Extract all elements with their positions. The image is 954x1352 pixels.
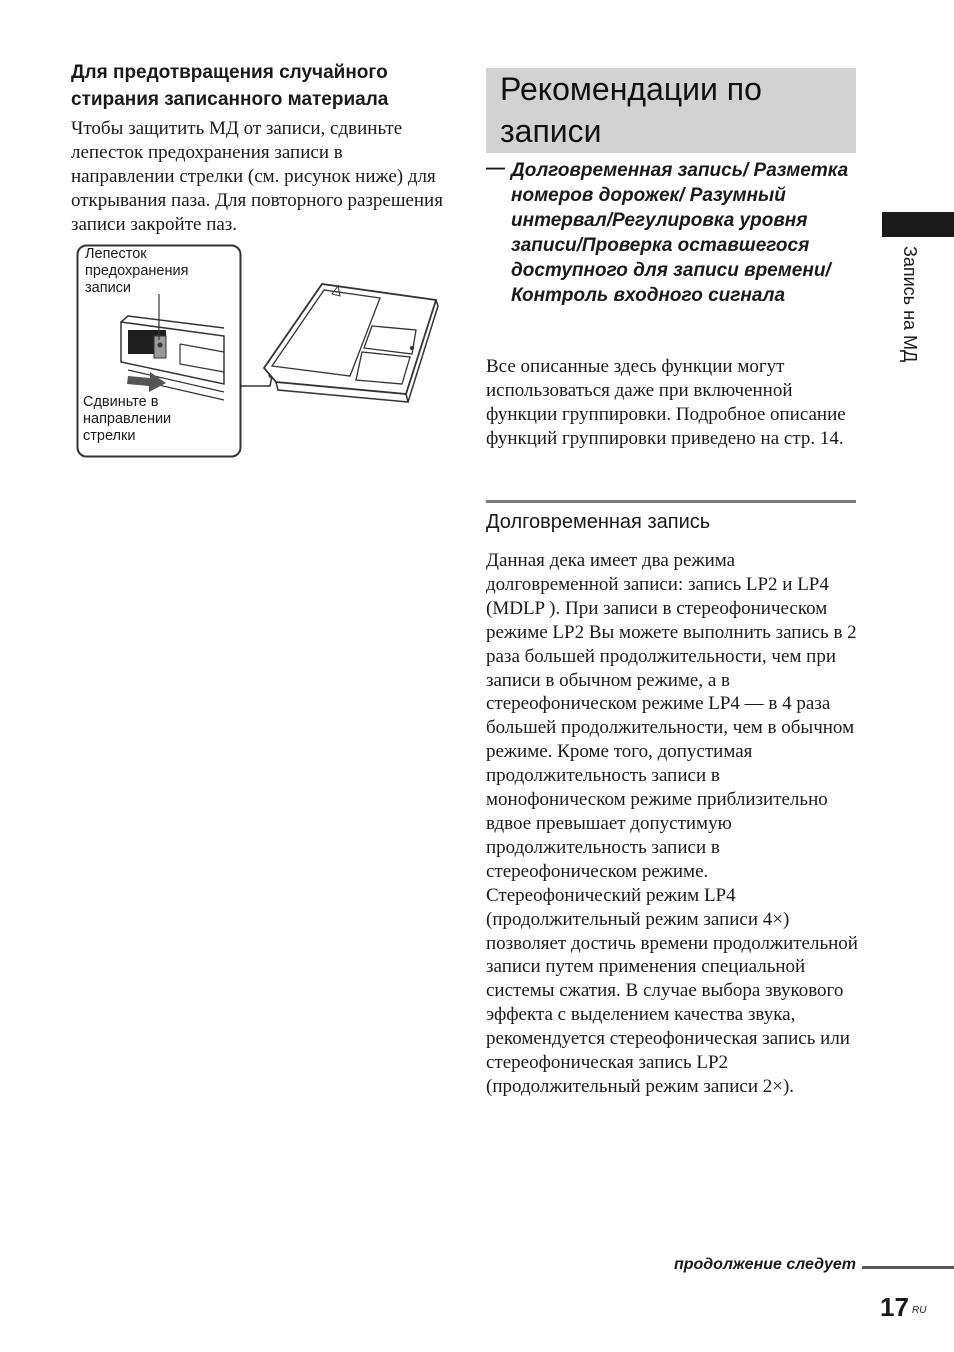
- continued-rule: [862, 1266, 954, 1269]
- continued-label: продолжение следует: [673, 1256, 856, 1273]
- left-paragraph: Чтобы защитить МД от записи, сдвиньте лепесток предохранения записи в направлении стрелки (см. рисунок ниже) для открывания паза. Для повторного разрешения записи закройте паз.: [71, 118, 443, 235]
- page-number: 17: [880, 1292, 909, 1322]
- diagram-label-slide: Сдвиньте в направлении стрелки: [83, 394, 172, 444]
- main-title-box: [486, 68, 856, 153]
- section-heading: Долговременная запись: [486, 511, 711, 533]
- subtitle-dash: —: [486, 158, 505, 179]
- page-title: Рекомендации по записи: [500, 71, 762, 149]
- side-tab-marker: [882, 212, 954, 237]
- intro-paragraph: Все описанные здесь функции могут использоваться даже при включенной функции группировки. Подробное описание функций группировки приведено на стр. 14.: [486, 356, 846, 449]
- page-subtitle: Долговременная запись/ Разметка номеров дорожек/ Разумный интервал/Регулировка уровня записи/Проверка оставшегося доступного для записи времени/Контроль входного сигнала: [511, 160, 849, 306]
- section-divider: [486, 500, 856, 503]
- page-language: RU: [912, 1305, 927, 1316]
- left-heading: Для предотвращения случайного стирания записанного материала: [71, 62, 389, 110]
- diagram-label-tab: Лепесток предохранения записи: [85, 246, 189, 296]
- side-tab-label: Запись на МД: [900, 246, 920, 363]
- minidisc-diagram: [76, 244, 456, 460]
- section-paragraph: Данная дека имеет два режима долговременной записи: запись LP2 и LP4 (MDLP ). При записи в стереофоническом режиме LP2 Вы можете выполнить запись в 2 раза большей продолжительности, чем при записи в обычном режиме, а в стереофоническом режиме LP4 — в 4 раза большей продолжительности, чем в обычном режиме. Кроме того, допустимая продолжительность записи в монофоническом режиме приблизительно вдвое превышает допустимую продолжительность записи в стереофоническом режиме. Стереофонический режим LP4 (продолжительный режим записи 4×) позволяет достичь времени продолжительной записи путем применения специальной системы сжатия. В случае выбора звукового эффекта с выделением качества звука, рекомендуется стереофоническая запись или стереофоническая запись LP2 (продолжительный режим записи 2×).: [486, 550, 858, 1097]
